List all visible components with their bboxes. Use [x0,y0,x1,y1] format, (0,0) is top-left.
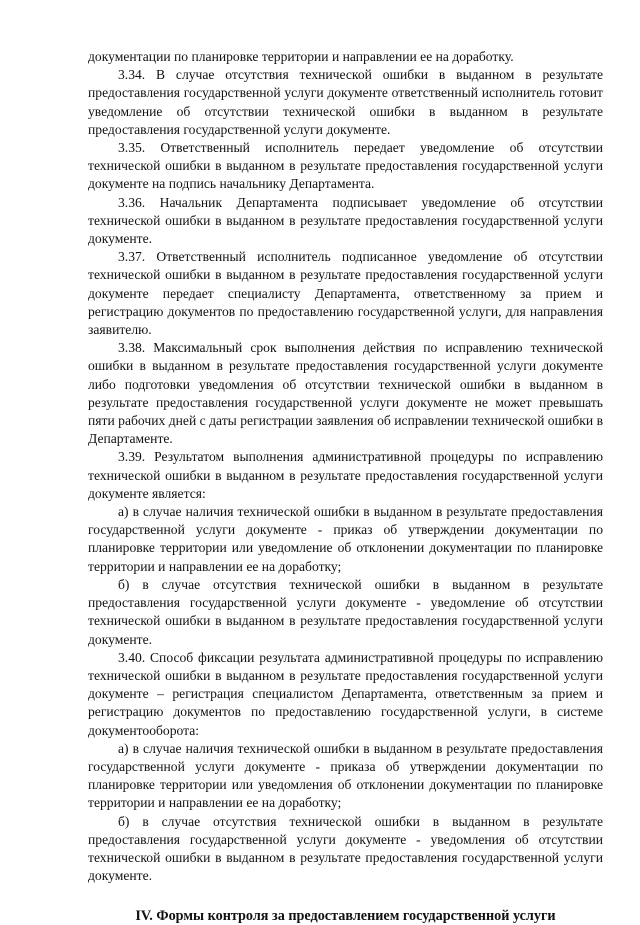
paragraph-3-40: 3.40. Способ фиксации результата административной процедуры по исправлению технической ошибки в выданном в результате предоставления государственной услуги документе – регистрация специалистом Департамента, ответственным за прием и регистрацию документов по предоставлению государственной услуги, в системе документооборота: [88,649,603,738]
paragraph-3-34: 3.34. В случае отсутствия технической ошибки в выданном в результате предоставления государственной услуги документе ответственный исполнитель готовит уведомление об отсутствии технической ошибки в выданном в результате предоставления государственной услуги документе. [88,67,603,137]
document-page [88,48,603,925]
paragraph-3-39-a: а) в случае наличия технической ошибки в выданном в результате предоставления государственной услуги документе - приказ об утверждении документации по планировке территории или уведомление об отклонении документации по планировке территории и направлении ее на доработку; [88,504,603,574]
section-heading: IV. Формы контроля за предоставлением государственной услуги [135,908,556,925]
paragraph-3-37: 3.37. Ответственный исполнитель подписанное уведомление об отсутствии технической ошибки в выданном в результате предоставления государственной услуги документе передает специалисту Департамента, ответственному за прием и регистрацию документов по предоставлению государственной услуги, для направления заявителю. [88,249,603,338]
paragraph-3-39-b: б) в случае отсутствия технической ошибки в выданном в результате предоставления государственной услуги документе - уведомление об отсутствии технической ошибки в выданном в результате предоставления государственной услуги документе. [88,576,603,647]
paragraph-3-40-a: а) в случае наличия технической ошибки в выданном в результате предоставления государственной услуги документе - приказа об утверждении документации по планировке территории или уведомления об отклонении документации по планировке территории и направлении ее на доработку; [88,740,603,811]
paragraph-continuation: документации по планировке территории и направлении ее на доработку. [88,49,514,64]
paragraph-3-40-b: б) в случае отсутствия технической ошибки в выданном в результате предоставления государственной услуги документе - уведомления об отсутствии технической ошибки в выданном в результате предоставления государственной услуги документе. [88,813,603,884]
paragraph-3-38: 3.38. Максимальный срок выполнения действия по исправлению технической ошибки в выданном в результате предоставления государственной услуги документе либо подготовки уведомления об отсутствии технической ошибки в выданном в результате предоставления государственной услуги документе не может превышать пяти рабочих дней с даты регистрации заявления об исправлении технической ошибки в Департаменте. [88,340,603,447]
paragraph-3-39: 3.39. Результатом выполнения административной процедуры по исправлению технической ошибки в выданном в результате предоставления государственной услуги документе является: [88,449,603,501]
paragraph-3-36: 3.36. Начальник Департамента подписывает уведомление об отсутствии технической ошибки в выданном в результате предоставления государственной услуги документе. [88,194,603,247]
paragraph-3-35: 3.35. Ответственный исполнитель передает уведомление об отсутствии технической ошибки в выданном в результате предоставления государственной услуги документе на подпись начальнику Департамента. [88,140,603,192]
